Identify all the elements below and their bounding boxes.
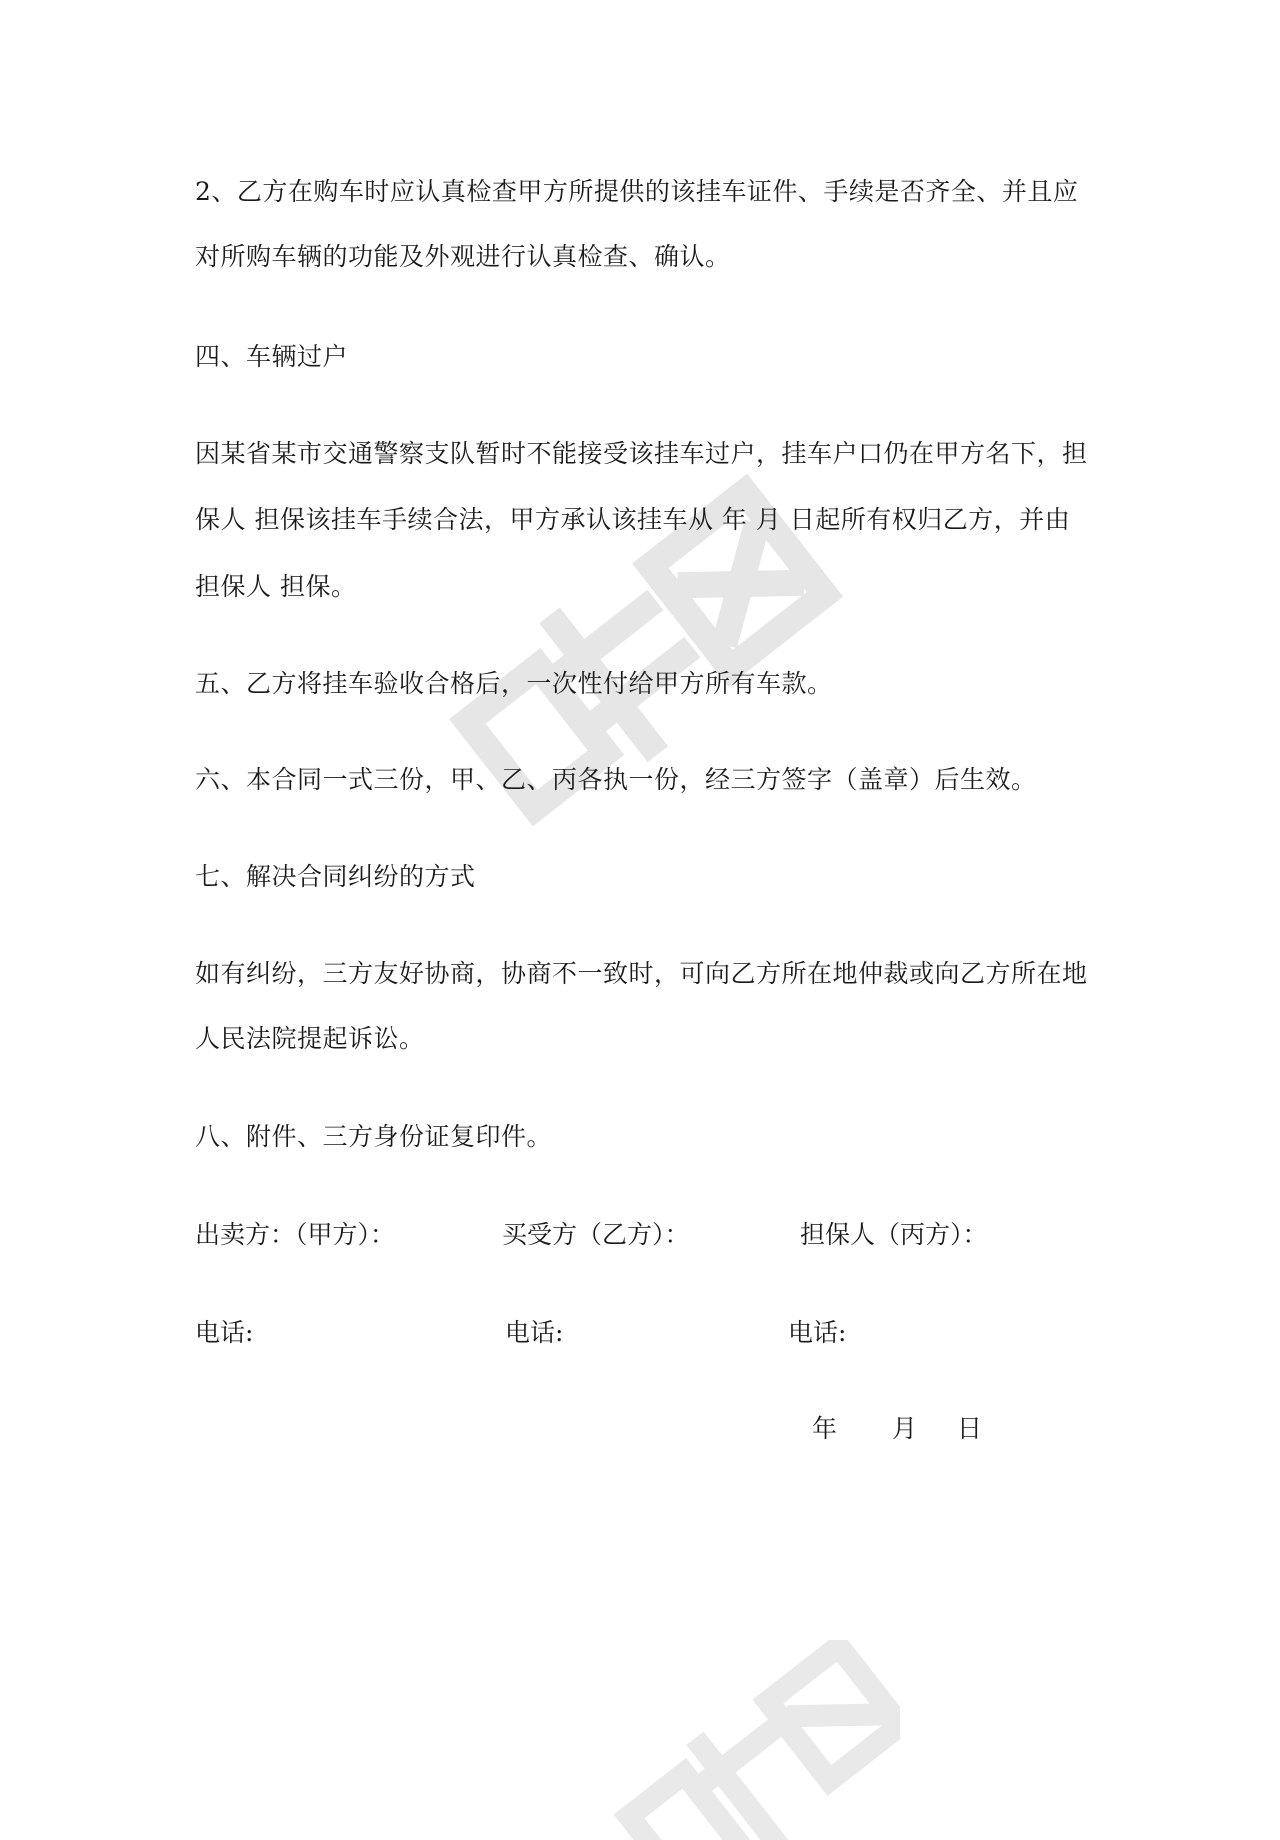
seller-label: 出卖方：（甲方）：	[195, 1220, 396, 1249]
date-month: 月	[892, 1414, 918, 1443]
section-7-heading: 七、解决合同纠纷的方式	[195, 862, 476, 891]
section-4-line-3: 担保人 担保。	[195, 572, 357, 601]
watermark-logo	[420, 430, 860, 870]
section-7-line-1: 如有纠纷，三方友好协商，协商不一致时，可向乙方所在地仲裁或向乙方所在地	[195, 959, 1088, 988]
section-4-line-2: 保人 担保该挂车手续合法，甲方承认该挂车从 年 月 日起所有权归乙方，并由	[195, 505, 1071, 534]
section-5: 五、乙方将挂车验收合格后，一次性付给甲方所有车款。	[195, 669, 833, 698]
date-year: 年	[812, 1414, 838, 1443]
paragraph-2-line-1: 2、乙方在购车时应认真检查甲方所提供的该挂车证件、手续是否齐全、并且应	[195, 177, 1079, 206]
section-7-line-2: 人民法院提起诉讼。	[195, 1024, 425, 1053]
section-8: 八、附件、三方身份证复印件。	[195, 1122, 553, 1151]
guarantor-label: 担保人（丙方）：	[800, 1220, 988, 1249]
section-4-line-1: 因某省某市交通警察支队暂时不能接受该挂车过户，挂车户口仍在甲方名下，担	[195, 439, 1088, 468]
date-day: 日	[957, 1414, 983, 1443]
guarantor-phone: 电话:	[788, 1318, 847, 1347]
buyer-phone: 电话:	[505, 1318, 564, 1347]
seller-phone: 电话:	[195, 1318, 254, 1347]
paragraph-2-line-2: 对所购车辆的功能及外观进行认真检查、确认。	[195, 242, 731, 271]
section-4-heading: 四、车辆过户	[195, 342, 349, 371]
buyer-label: 买受方（乙方）：	[502, 1220, 690, 1249]
watermark-logo-bottom	[600, 1640, 900, 1840]
section-6: 六、本合同一式三份，甲、乙、丙各执一份，经三方签字（盖章）后生效。	[195, 765, 1037, 794]
